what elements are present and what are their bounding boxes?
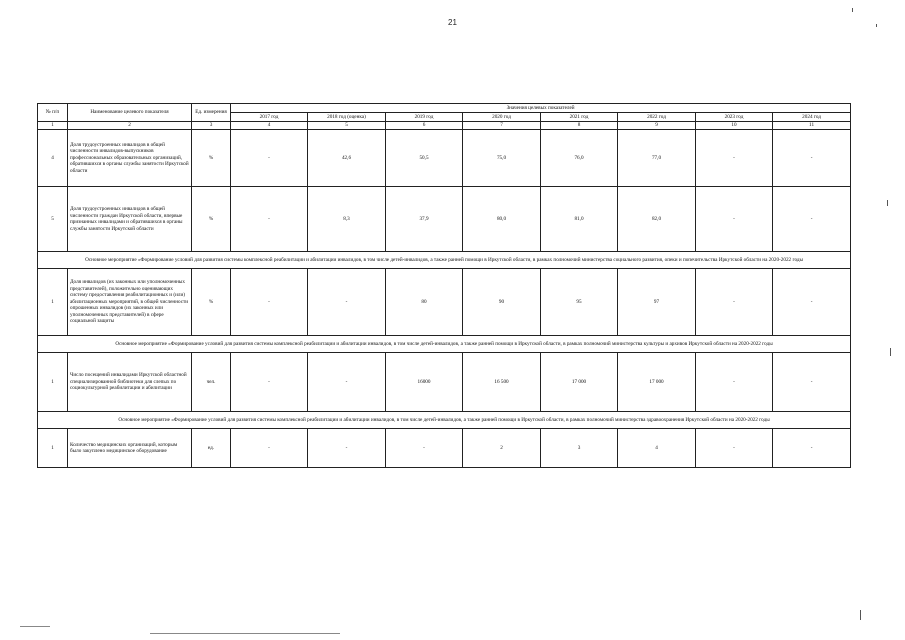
column-number: 3 xyxy=(192,122,231,130)
row-value: 90 xyxy=(463,269,541,336)
row-value: - xyxy=(231,269,308,336)
row-value: 17 000 xyxy=(541,353,618,412)
row-unit: % xyxy=(192,187,231,252)
scan-mark xyxy=(860,610,861,620)
table-row xyxy=(38,269,851,336)
column-number: 9 xyxy=(618,122,696,130)
column-number: 7 xyxy=(463,122,541,130)
row-value: - xyxy=(773,130,851,187)
row-unit: чел. xyxy=(192,353,231,412)
row-num: 1 xyxy=(38,353,68,412)
section-row xyxy=(38,252,851,269)
indicators-table xyxy=(37,103,851,468)
row-value: 95 xyxy=(541,269,618,336)
section-title: Основное мероприятие «Формирование условий для развития системы комплексной реабилитации и абилитации инвалидов, в том числе детей-инвалидов, а также ранней помощи в Иркутской области, в рамках полномочий министерства социального развития, опеки и попечительства Иркутской области на 2020-2022 годы xyxy=(38,252,851,269)
scan-mark xyxy=(852,8,853,12)
row-value: 75,0 xyxy=(463,130,541,187)
row-value: 80 xyxy=(386,269,463,336)
row-value: 42,6 xyxy=(308,130,386,187)
table-row xyxy=(38,429,851,468)
page-number: 21 xyxy=(448,18,457,27)
row-unit: % xyxy=(192,269,231,336)
scan-line xyxy=(150,633,340,634)
header-name: Наименование целевого показателя xyxy=(68,104,192,122)
row-unit: ед. xyxy=(192,429,231,468)
row-value: - xyxy=(773,187,851,252)
section-row xyxy=(38,336,851,353)
row-unit: % xyxy=(192,130,231,187)
row-value: - xyxy=(773,269,851,336)
row-value: - xyxy=(696,187,773,252)
row-value: 16000 xyxy=(386,353,463,412)
row-value: 81,0 xyxy=(541,187,618,252)
row-num: 1 xyxy=(38,269,68,336)
header-year: 2022 год xyxy=(618,113,696,122)
row-value: - xyxy=(386,429,463,468)
row-value: 80,0 xyxy=(463,187,541,252)
row-name: Доля трудоустроенных инвалидов в общей численности граждан Иркутской области, впервые признанных инвалидами и обратившихся в органы службы занятости Иркутской области xyxy=(68,187,192,252)
column-number: 4 xyxy=(231,122,308,130)
row-value: - xyxy=(308,429,386,468)
row-value: 16 500 xyxy=(463,353,541,412)
header-unit: Ед. измерения xyxy=(192,104,231,122)
row-name: Количество медицинских организаций, которым было закуплено медицинское оборудование xyxy=(68,429,192,468)
row-name: Доля инвалидов (их законных или уполномоченных представителей), положительно оценивающих систему предоставления реабилитационных и (или) абилитационных мероприятий, в общей численности опрошенных инвалидов (их законных или уполномоченных представителей) в сфере социальной защиты xyxy=(68,269,192,336)
header-num: № п/п xyxy=(38,104,68,122)
column-number: 6 xyxy=(386,122,463,130)
row-value: 50,5 xyxy=(386,130,463,187)
scan-mark xyxy=(876,24,877,27)
table-row xyxy=(38,187,851,252)
header-year: 2018 год (оценка) xyxy=(308,113,386,122)
row-value: - xyxy=(696,269,773,336)
header-year: 2020 год xyxy=(463,113,541,122)
row-name: Число посещений инвалидами Иркутской областной специализированной библиотеки для слепых по социокультурной реабилитации и абилитации xyxy=(68,353,192,412)
table-row xyxy=(38,130,851,187)
row-value: - xyxy=(773,353,851,412)
header-values-title: Значения целевых показателей xyxy=(231,104,851,113)
row-value: 4 xyxy=(618,429,696,468)
header-row-top xyxy=(38,104,851,113)
row-value: 82,0 xyxy=(618,187,696,252)
row-value: - xyxy=(696,429,773,468)
row-value: - xyxy=(773,429,851,468)
header-year: 2023 год xyxy=(696,113,773,122)
section-title: Основное мероприятие «Формирование условий для развития системы комплексной реабилитации и абилитации инвалидов, в том числе детей-инвалидов, а также ранней помощи в Иркутской области, в рамках полномочий министерства культуры и архивов Иркутской области на 2020-2022 годы xyxy=(38,336,851,353)
row-value: 76,0 xyxy=(541,130,618,187)
row-value: - xyxy=(231,429,308,468)
scan-line xyxy=(20,626,50,627)
row-value: 17 000 xyxy=(618,353,696,412)
row-num: 5 xyxy=(38,187,68,252)
row-value: - xyxy=(696,353,773,412)
column-numbers-row xyxy=(38,122,851,130)
table-row xyxy=(38,353,851,412)
header-year: 2021 год xyxy=(541,113,618,122)
row-value: 3 xyxy=(541,429,618,468)
row-value: - xyxy=(231,187,308,252)
header-year: 2024 год xyxy=(773,113,851,122)
scan-mark xyxy=(890,348,891,356)
column-number: 1 xyxy=(38,122,68,130)
row-value: 2 xyxy=(463,429,541,468)
column-number: 2 xyxy=(68,122,192,130)
row-num: 4 xyxy=(38,130,68,187)
row-value: - xyxy=(231,130,308,187)
row-value: - xyxy=(696,130,773,187)
section-title: Основное мероприятие «Формирование условий для развития системы комплексной реабилитации и абилитации инвалидов, в том числе детей-инвалидов, а также ранней помощи в Иркутской области, в рамках полномочий министерства здравоохранения Иркутской области на 2020-2022 годы xyxy=(38,412,851,429)
row-value: - xyxy=(308,353,386,412)
row-value: 8,3 xyxy=(308,187,386,252)
section-row xyxy=(38,412,851,429)
header-year: 2019 год xyxy=(386,113,463,122)
row-value: - xyxy=(231,353,308,412)
row-value: 77,0 xyxy=(618,130,696,187)
header-year: 2017 год xyxy=(231,113,308,122)
column-number: 11 xyxy=(773,122,851,130)
column-number: 8 xyxy=(541,122,618,130)
row-name: Доля трудоустроенных инвалидов в общей численности инвалидов-выпускников профессиональных образовательных организаций, обратившихся в органы службы занятости Иркутской области xyxy=(68,130,192,187)
column-number: 5 xyxy=(308,122,386,130)
row-value: 97 xyxy=(618,269,696,336)
scan-mark xyxy=(887,200,888,206)
column-number: 10 xyxy=(696,122,773,130)
row-value: - xyxy=(308,269,386,336)
row-num: 1 xyxy=(38,429,68,468)
row-value: 37,9 xyxy=(386,187,463,252)
